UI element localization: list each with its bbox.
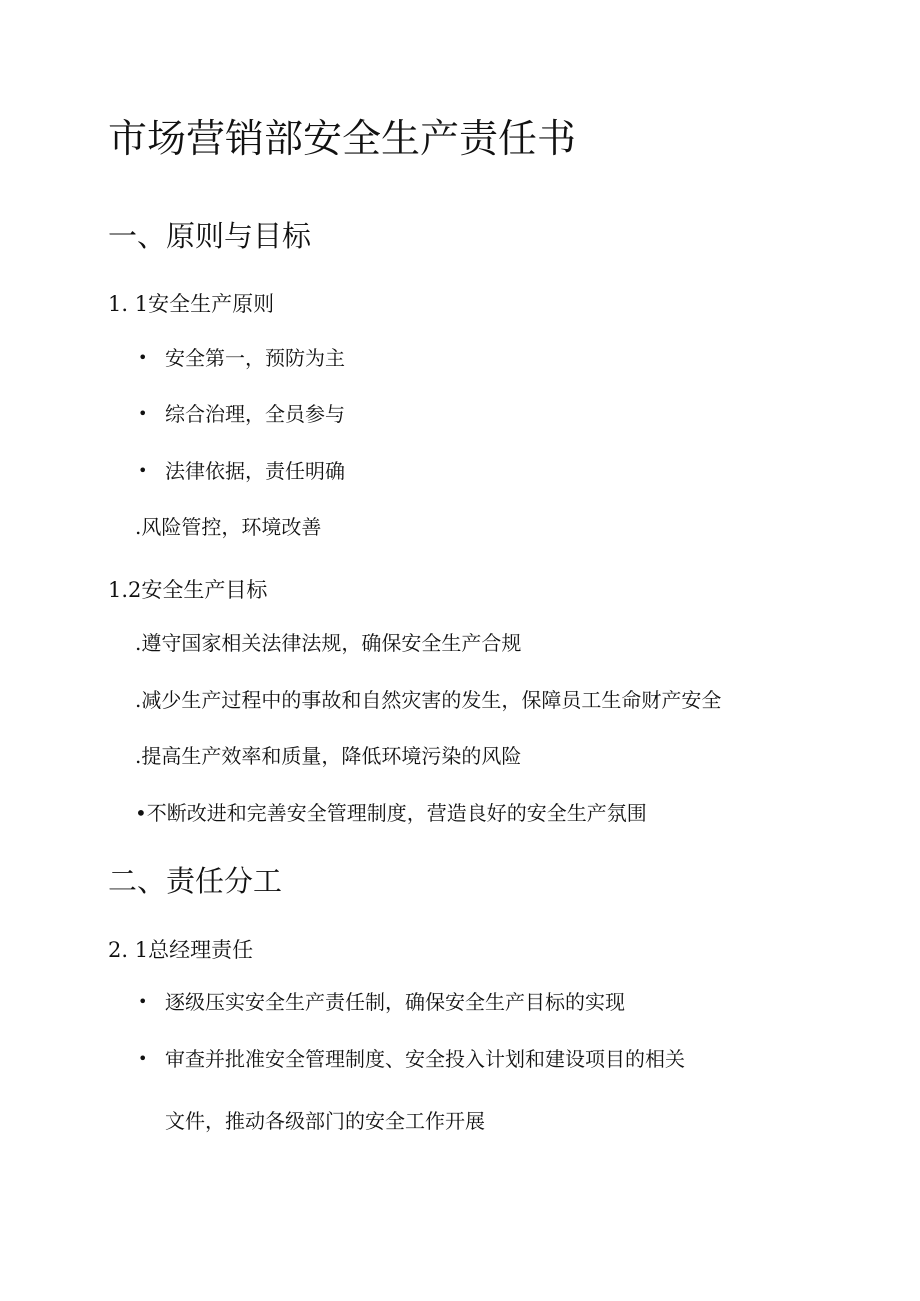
list-item: .遵守国家相关法律法规，确保安全生产合规 bbox=[135, 631, 522, 655]
list-item: 法律依据，责任明确 bbox=[165, 459, 345, 483]
bullet-marker: • bbox=[138, 461, 148, 480]
bullet-marker: • bbox=[138, 404, 148, 423]
list-item: 综合治理，全员参与 bbox=[165, 402, 345, 426]
list-item-continuation: 文件，推动各级部门的安全工作开展 bbox=[165, 1109, 485, 1133]
bullet-marker: • bbox=[138, 992, 148, 1011]
list-item: .提高生产效率和质量，降低环境污染的风险 bbox=[135, 744, 522, 768]
bullet-marker: • bbox=[138, 348, 148, 367]
list-item: 审查并批准安全管理制度、安全投入计划和建设项目的相关 bbox=[165, 1047, 685, 1071]
list-item: .减少生产过程中的事故和自然灾害的发生，保障员工生命财产安全 bbox=[135, 688, 722, 712]
subsection-heading-safety-principles: 1. 1安全生产原则 bbox=[108, 292, 275, 316]
bullet-marker: • bbox=[138, 1049, 148, 1068]
list-item: 安全第一，预防为主 bbox=[165, 346, 345, 370]
list-item: •不断改进和完善安全管理制度，营造良好的安全生产氛围 bbox=[135, 801, 647, 825]
subsection-heading-general-manager: 2. 1总经理责任 bbox=[108, 938, 254, 962]
section-heading-responsibilities: 二、责任分工 bbox=[108, 864, 283, 898]
subsection-heading-safety-goals: 1.2安全生产目标 bbox=[108, 578, 268, 602]
list-item: 逐级压实安全生产责任制，确保安全生产目标的实现 bbox=[165, 990, 625, 1014]
section-heading-principles-goals: 一、原则与目标 bbox=[108, 219, 312, 253]
list-item: .风险管控，环境改善 bbox=[135, 515, 322, 539]
document-title: 市场营销部安全生产责任书 bbox=[108, 117, 577, 162]
